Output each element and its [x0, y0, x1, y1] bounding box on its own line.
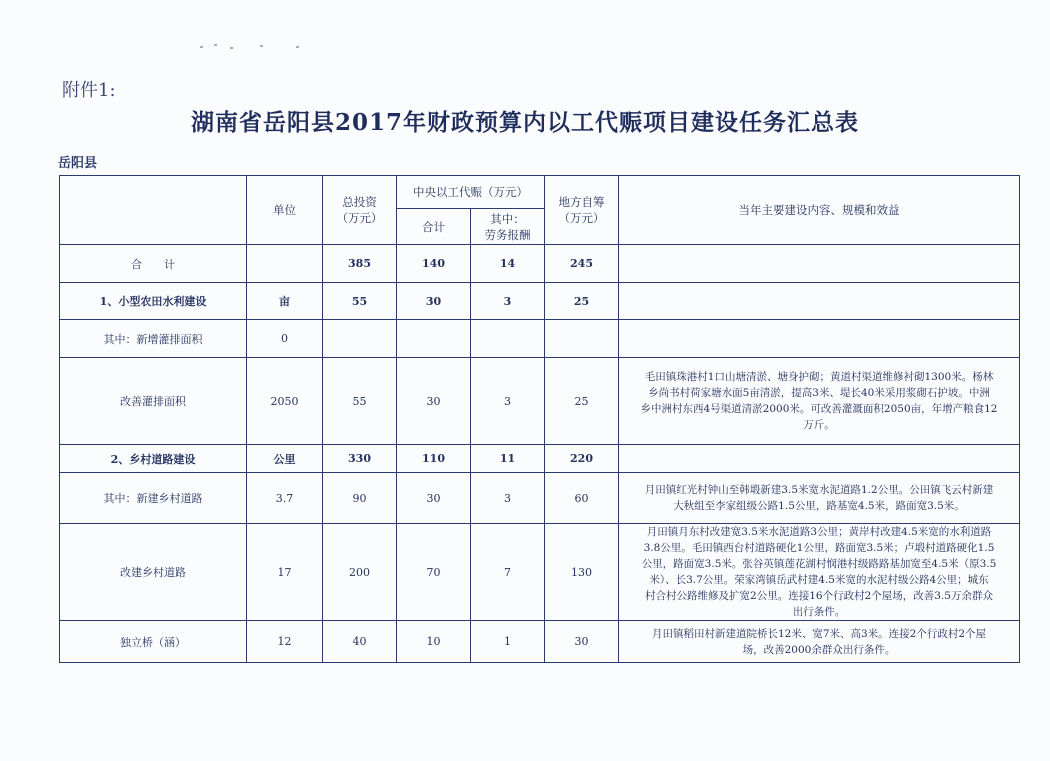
row-subtotal: 30: [397, 283, 471, 320]
desc-line: 月田镇稻田村新建道院桥长12米、宽7米、高3米。连接2个行政村2个屋: [651, 627, 987, 640]
row-local: 220: [545, 445, 619, 473]
row-name: 其中：新建乡村道路: [60, 473, 247, 524]
header-local-unit: （万元）: [558, 211, 605, 225]
row-local: 130: [545, 524, 619, 621]
row-total: 90: [323, 473, 397, 524]
row-subtotal: 140: [397, 245, 471, 283]
table-row: [60, 473, 1020, 524]
row-subtotal: 70: [397, 524, 471, 621]
row-labor: 11: [471, 445, 545, 473]
table-row: [60, 358, 1020, 445]
row-name: 独立桥（涵）: [60, 621, 247, 663]
table-row: [60, 245, 1020, 283]
table-row: [60, 445, 1020, 473]
header-local: [545, 176, 619, 245]
row-desc: [619, 524, 1020, 621]
desc-line: 毛田镇珠港村1口山塘清淤、塘身护砌；黄道村渠道维修衬砌1300米。杨林: [644, 371, 994, 383]
table-row: [60, 621, 1020, 663]
row-subtotal: 30: [397, 358, 471, 445]
row-unit: 亩: [247, 283, 323, 320]
budget-summary-table: [59, 175, 1020, 663]
row-local: 25: [545, 358, 619, 445]
desc-line: 村合村公路维修及扩宽2公里。连接16个行政村2个屋场，改善3.5万余群众: [645, 590, 993, 602]
row-total: 55: [323, 358, 397, 445]
header-project-cell: [60, 176, 247, 245]
row-subtotal: 30: [397, 473, 471, 524]
page-title: 湖南省岳阳县2017年财政预算内以工代赈项目建设任务汇总表: [190, 109, 859, 136]
scan-speckles: [200, 44, 310, 50]
header-total-invest-label: 总投资: [342, 195, 377, 209]
header-unit: 单位: [247, 176, 323, 245]
row-unit: 3.7: [247, 473, 323, 524]
row-total: [323, 320, 397, 358]
row-unit: 12: [247, 621, 323, 663]
desc-line: 出行条件。: [792, 606, 846, 618]
row-subtotal: 10: [397, 621, 471, 663]
desc-line: 公里，路面宽3.5米。张谷英镇莲花湖村悯港村级路路基加宽至4.5米（原3.5: [641, 558, 997, 570]
row-name: 合 计: [60, 245, 247, 283]
row-unit: 0: [247, 320, 323, 358]
header-labor: [471, 209, 545, 245]
desc-line: 3.8公里。毛田镇西台村道路硬化1公里，路面宽3.5米；卢塅村道路硬化1.5: [643, 542, 995, 554]
header-subtotal: 合计: [397, 209, 471, 245]
row-local: 60: [545, 473, 619, 524]
row-name: 1、小型农田水利建设: [60, 283, 247, 320]
row-local: 25: [545, 283, 619, 320]
row-local: 245: [545, 245, 619, 283]
header-total-invest-unit: （万元）: [336, 211, 383, 225]
row-desc: [619, 445, 1020, 473]
header-labor-line1: 其中：: [490, 211, 525, 226]
row-total: 385: [323, 245, 397, 283]
table-row: [60, 524, 1020, 621]
row-local: [545, 320, 619, 358]
header-central: 中央以工代赈（万元）: [397, 176, 545, 209]
row-desc: [619, 358, 1020, 445]
row-name: 2、乡村道路建设: [60, 445, 247, 473]
row-total: 40: [323, 621, 397, 663]
row-local: 30: [545, 621, 619, 663]
row-unit: 17: [247, 524, 323, 621]
row-desc: [619, 621, 1020, 663]
desc-line: 万斤。: [803, 419, 835, 431]
row-name: 改善灌排面积: [60, 358, 247, 445]
desc-line: 大秋组至李家组级公路1.5公里，路基宽4.5米，路面宽3.5米。: [673, 500, 965, 512]
desc-line: 月田镇红光村钟山至韩塅新建3.5米宽水泥道路1.2公里。公田镇飞云村新建: [644, 484, 994, 496]
row-subtotal: [397, 320, 471, 358]
row-labor: 3: [471, 473, 545, 524]
row-desc: [619, 320, 1020, 358]
row-unit: 2050: [247, 358, 323, 445]
table-row: [60, 320, 1020, 358]
row-total: 330: [323, 445, 397, 473]
header-local-label: 地方自筹: [558, 195, 605, 209]
row-name: 其中：新增灌排面积: [60, 320, 247, 358]
row-desc: [619, 283, 1020, 320]
header-row-top: [60, 176, 1020, 209]
desc-line: 米）、长3.7公里。荣家湾镇岳武村建4.5米宽的水泥村级公路4公里；城东: [649, 574, 989, 586]
header-content: 当年主要建设内容、规模和效益: [619, 176, 1020, 245]
row-labor: 3: [471, 358, 545, 445]
desc-line: 场，改善2000余群众出行条件。: [742, 643, 896, 656]
desc-line: 乡尚书村荷家塘水面5亩清淤，提高3米、堤长40米采用浆砌石护坡。中洲: [648, 387, 990, 399]
header-total-invest: [323, 176, 397, 245]
row-subtotal: 110: [397, 445, 471, 473]
row-labor: [471, 320, 545, 358]
table-row: [60, 283, 1020, 320]
attachment-label: 附件1:: [62, 80, 116, 101]
row-desc: [619, 245, 1020, 283]
row-labor: 1: [471, 621, 545, 663]
desc-line: 乡中洲村东西4号渠道清淤2000米。可改善灌溉面积2050亩，年增产粮食12: [640, 403, 998, 415]
header-labor-line2: 劳务报酬: [484, 227, 531, 242]
row-total: 55: [323, 283, 397, 320]
row-labor: 14: [471, 245, 545, 283]
row-labor: 3: [471, 283, 545, 320]
row-total: 200: [323, 524, 397, 621]
county-label: 岳阳县: [58, 156, 98, 171]
row-desc: [619, 473, 1020, 524]
row-unit: [247, 245, 323, 283]
row-name: 改建乡村道路: [60, 524, 247, 621]
row-labor: 7: [471, 524, 545, 621]
desc-line: 月田镇月东村改建宽3.5米水泥道路3公里；黄岸村改建4.5米宽的水利道路: [646, 526, 992, 538]
row-unit: 公里: [247, 445, 323, 473]
